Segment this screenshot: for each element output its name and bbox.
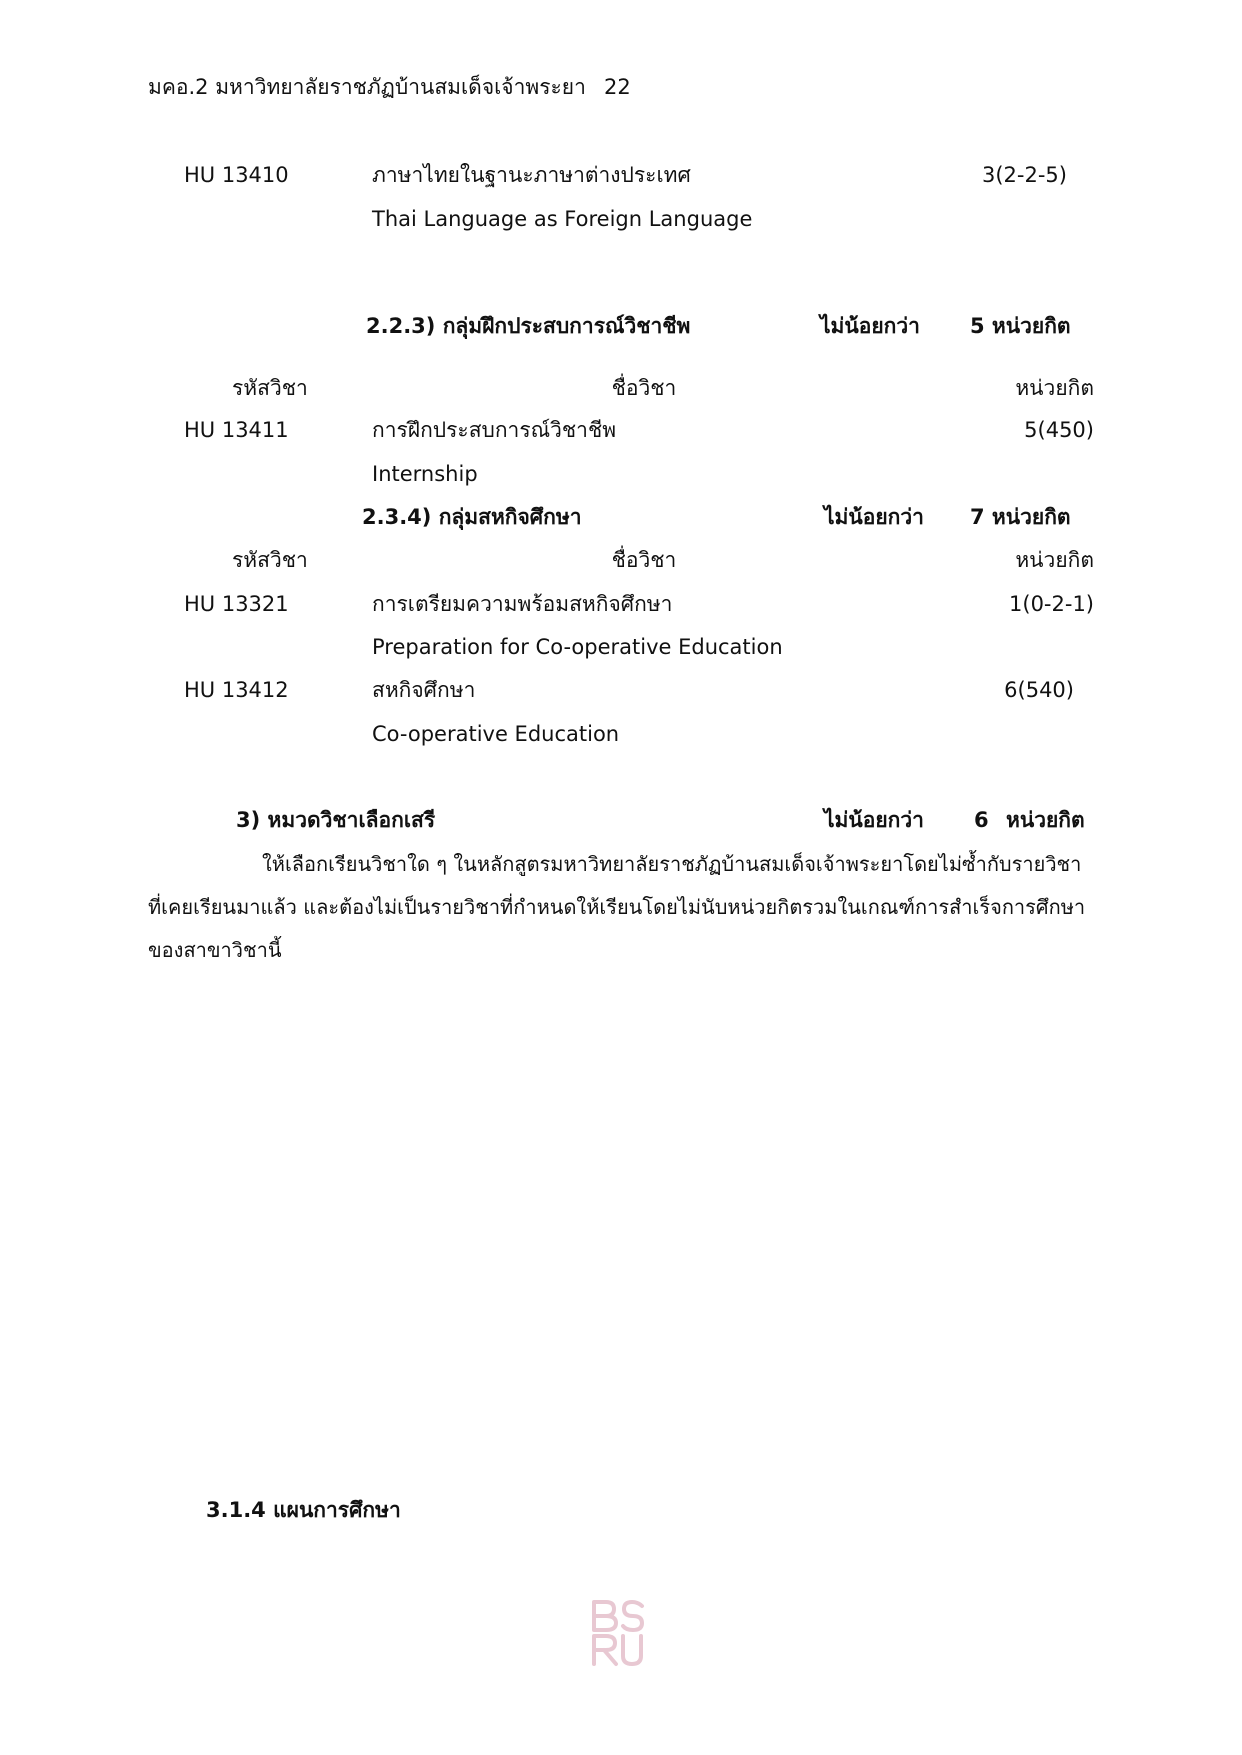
column-header-name: ชื่อวิชา xyxy=(611,548,677,572)
column-header-code: รหัสวิชา xyxy=(232,548,308,572)
course-credits: 1(0-2-1) xyxy=(1009,592,1094,616)
page-number: 22 xyxy=(604,75,631,99)
course-name-th: การเตรียมความพร้อมสหกิจศึกษา xyxy=(372,592,673,616)
course-code: HU 13410 xyxy=(184,163,289,187)
course-name-th: การฝึกประสบการณ์วิชาชีพ xyxy=(372,418,617,442)
column-header-code: รหัสวิชา xyxy=(232,376,308,400)
course-name-th: ภาษาไทยในฐานะภาษาต่างประเทศ xyxy=(372,163,691,187)
section-plan-title: 3.1.4 แผนการศึกษา xyxy=(206,1498,401,1522)
course-name-en: Thai Language as Foreign Language xyxy=(372,207,753,231)
course-code: HU 13411 xyxy=(184,418,289,442)
section-coop-min-label: ไม่น้อยกว่า xyxy=(824,505,924,529)
course-code: HU 13412 xyxy=(184,678,289,702)
course-credits: 5(450) xyxy=(1024,418,1094,442)
section-internship-credits: 5 หน่วยกิต xyxy=(970,314,1071,338)
course-credits: 6(540) xyxy=(1004,678,1074,702)
section-elective-min-label: ไม่น้อยกว่า xyxy=(824,808,924,832)
section-elective-credits-num: 6 xyxy=(974,808,989,832)
column-header-name: ชื่อวิชา xyxy=(611,376,677,400)
course-code: HU 13321 xyxy=(184,592,289,616)
elective-paragraph-line: ที่เคยเรียนมาแล้ว และต้องไม่เป็นรายวิชาที่กำหนดให้เรียนโดยไม่นับหน่วยกิตรวมในเกณฑ์การสำเร็จการศึกษา xyxy=(148,895,1086,919)
course-name-en: Co-operative Education xyxy=(372,722,620,746)
course-credits: 3(2-2-5) xyxy=(982,163,1067,187)
course-name-th: สหกิจศึกษา xyxy=(372,678,476,702)
section-elective-title: 3) หมวดวิชาเลือกเสรี xyxy=(236,808,436,832)
university-logo-watermark xyxy=(588,1598,648,1668)
elective-paragraph-line: ของสาขาวิชานี้ xyxy=(148,938,282,962)
page-header-title: มคอ.2 มหาวิทยาลัยราชภัฏบ้านสมเด็จเจ้าพระยา xyxy=(148,75,586,99)
column-header-credits: หน่วยกิต xyxy=(1015,376,1094,400)
section-coop-credits: 7 หน่วยกิต xyxy=(970,505,1071,529)
section-internship-min-label: ไม่น้อยกว่า xyxy=(820,314,920,338)
section-internship-title: 2.2.3) กลุ่มฝึกประสบการณ์วิชาชีพ xyxy=(366,314,691,338)
elective-paragraph-line: ให้เลือกเรียนวิชาใด ๆ ในหลักสูตรมหาวิทยาลัยราชภัฏบ้านสมเด็จเจ้าพระยาโดยไม่ซ้ำกับรายวิชา xyxy=(262,852,1082,876)
section-coop-title: 2.3.4) กลุ่มสหกิจศึกษา xyxy=(362,505,582,529)
column-header-credits: หน่วยกิต xyxy=(1015,548,1094,572)
course-name-en: Internship xyxy=(372,462,478,486)
section-elective-credits-unit: หน่วยกิต xyxy=(1006,808,1085,832)
course-name-en: Preparation for Co-operative Education xyxy=(372,635,783,659)
